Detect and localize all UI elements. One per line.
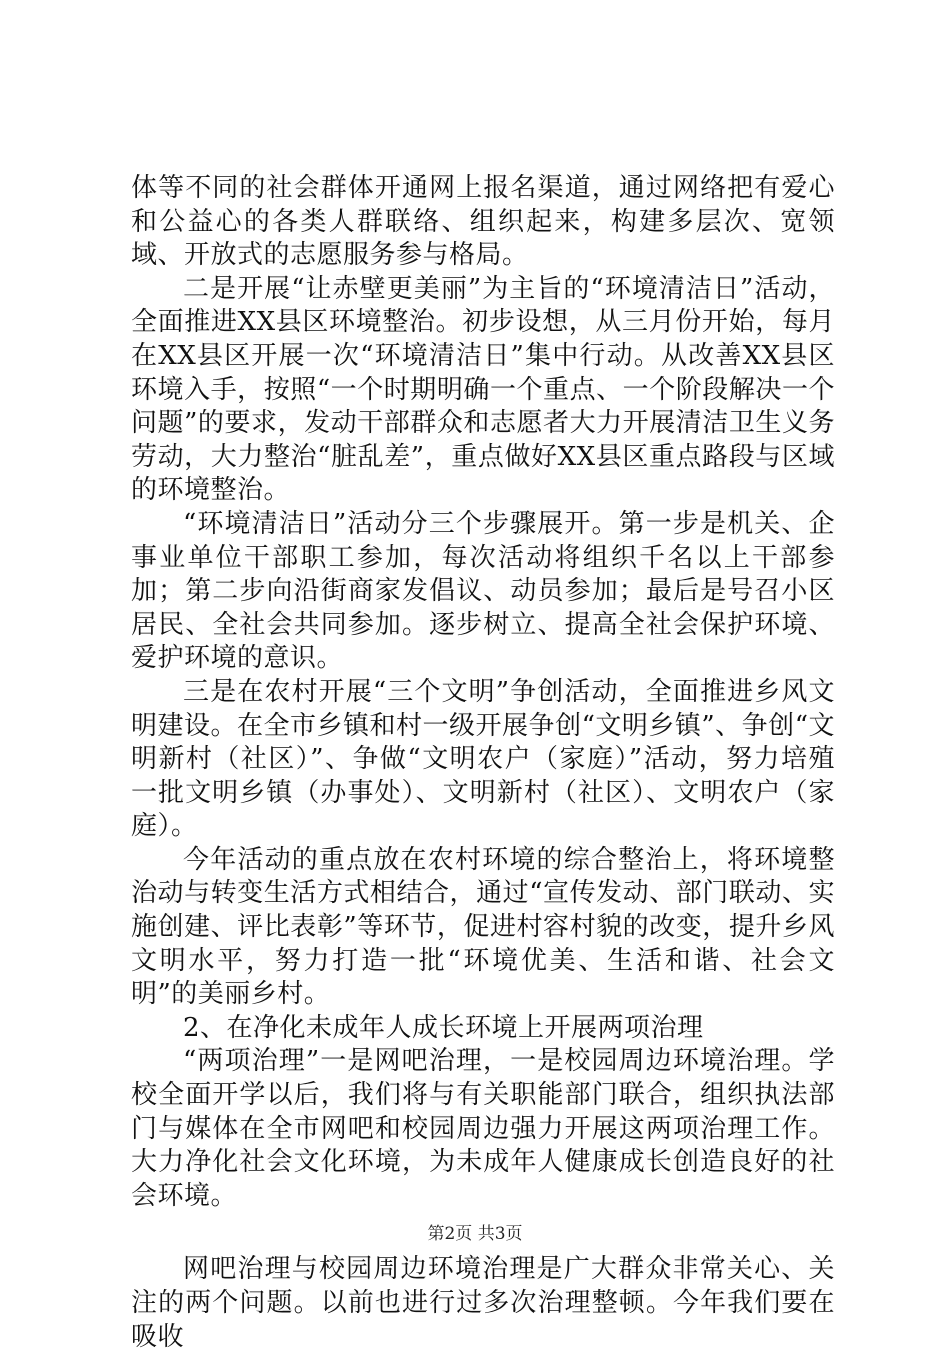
paragraph-clean-day-steps: “环境清洁日”活动分三个步骤展开。第一步是机关、企事业单位干部职工参加，每次活动将组织千名以上干部参加；第二步向沿街商家发倡议、动员参加；最后是号召小区居民、全社会共同参加。逐步树立、提高全社会保护环境、爱护环境的意识。 <box>131 508 835 674</box>
paragraph-clean-day-activity: 二是开展“让赤壁更美丽”为主旨的“环境清洁日”活动，全面推进XX县区环境整治。初步设想，从三月份开始，每月在XX县区开展一次“环境清洁日”集中行动。从改善XX县区环境入手，按照“一个时期明确一个重点、一个阶段解决一个问题”的要求，发动干部群众和志愿者大力开展清洁卫生义务劳动，大力整治“脏乱差”，重点做好XX县区重点路段与区域的环境整治。 <box>131 273 835 506</box>
page-number-footer: 第2页 共3页 <box>427 1224 523 1244</box>
paragraph-rural-focus: 今年活动的重点放在农村环境的综合整治上，将环境整治动与转变生活方式相结合，通过“宣传发动、部门联动、实施创建、评比表彰”等环节，促进村容村貌的改变，提升乡风文明水平，努力打造一批“环境优美、生活和谐、社会文明”的美丽乡村。 <box>131 844 835 1010</box>
paragraph-two-governance: “两项治理”一是网吧治理，一是校园周边环境治理。学校全面开学以后，我们将与有关职能部门联合，组织执法部门与媒体在全市网吧和校园周边强力开展这两项治理工作。大力净化社会文化环境，为未成年人健康成长创造良好的社会环境。 <box>131 1046 835 1211</box>
section-heading-two-governance: 2、在净化未成年人成长环境上开展两项治理 <box>183 1012 704 1043</box>
document-body <box>131 172 835 1354</box>
paragraph-internet-cafe-governance: 网吧治理与校园周边环境治理是广大群众非常关心、关注的两个问题。以前也进行过多次治理整顿。今年我们要在吸收 <box>131 1254 835 1352</box>
paragraph-three-civilizations: 三是在农村开展“三个文明”争创活动，全面推进乡风文明建设。在全市乡镇和村一级开展争创“文明乡镇”、争创“文明新村（社区）”、争做“文明农户（家庭）”活动，努力培殖一批文明乡镇（办事处）、文明新村（社区）、文明农户（家庭）。 <box>131 676 835 842</box>
paragraph-volunteer-channels: 体等不同的社会群体开通网上报名渠道，通过网络把有爱心和公益心的各类人群联络、组织起来，构建多层次、宽领域、开放式的志愿服务参与格局。 <box>131 173 835 271</box>
